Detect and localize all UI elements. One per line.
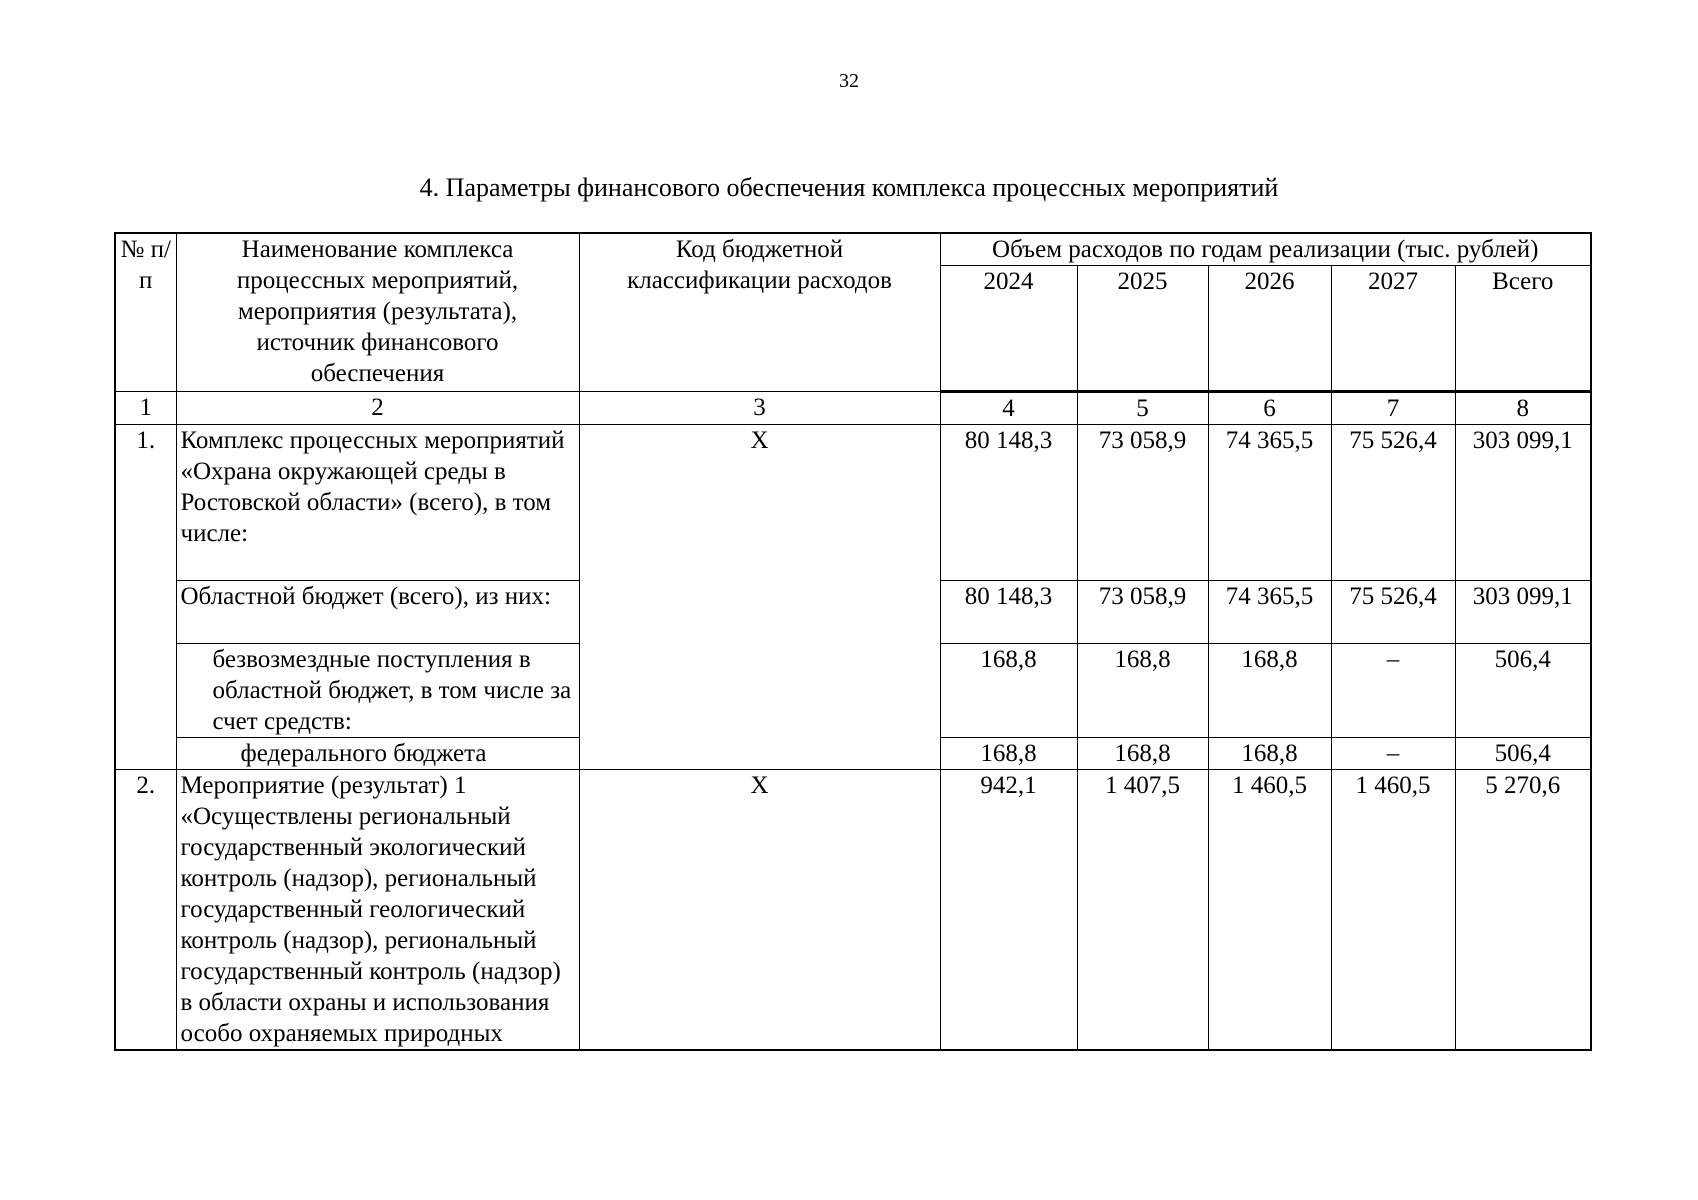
value-cell: 1 460,5 [1208, 770, 1331, 1051]
value-cell: 303 099,1 [1455, 425, 1591, 581]
value-cell: 5 270,6 [1455, 770, 1591, 1051]
column-number: 6 [1208, 392, 1331, 425]
value-cell: 73 058,9 [1077, 425, 1208, 581]
header-year: 2026 [1208, 266, 1331, 392]
table-row [115, 425, 1591, 581]
value-cell: 1 407,5 [1077, 770, 1208, 1051]
value-cell: 80 148,3 [940, 425, 1077, 581]
header-num: № п/п [115, 233, 176, 392]
value-cell: 168,8 [1077, 738, 1208, 770]
row-number: 2. [115, 770, 176, 1051]
row-name: Областной бюджет (всего), из них: [176, 581, 579, 644]
header-total: Всего [1455, 266, 1591, 392]
row-code: X [579, 770, 940, 1051]
header-volume: Объем расходов по годам реализации (тыс. рублей) [940, 233, 1591, 266]
row-name: Комплекс процессных мероприятий «Охрана окружающей среды в Ростовской области» (всего), в том числе: [176, 425, 579, 581]
column-number: 8 [1455, 392, 1591, 425]
row-name: федерального бюджета [176, 738, 579, 770]
header-code: Код бюджетной классификации расходов [579, 233, 940, 392]
column-number: 1 [115, 392, 176, 425]
value-cell: 303 099,1 [1455, 581, 1591, 644]
value-cell: 80 148,3 [940, 581, 1077, 644]
value-cell: – [1331, 738, 1455, 770]
page-number: 32 [839, 70, 859, 92]
financing-table [114, 232, 1592, 1051]
value-cell: 506,4 [1455, 738, 1591, 770]
row-name: безвозмездные поступления в областной бюджет, в том числе за счет средств: [176, 644, 579, 738]
column-number: 5 [1077, 392, 1208, 425]
value-cell: 74 365,5 [1208, 425, 1331, 581]
header-name: Наименование комплекса процессных мероприятий, мероприятия (результата), источник финансового обеспечения [176, 233, 579, 392]
header-row [115, 233, 1591, 266]
value-cell: 1 460,5 [1331, 770, 1455, 1051]
section-title: 4. Параметры финансового обеспечения комплекса процессных мероприятий [419, 173, 1279, 202]
value-cell: 506,4 [1455, 644, 1591, 738]
value-cell: 75 526,4 [1331, 425, 1455, 581]
value-cell: 168,8 [1077, 644, 1208, 738]
column-number-row [115, 392, 1591, 425]
column-number: 3 [579, 392, 940, 425]
header-year: 2025 [1077, 266, 1208, 392]
row-name: Мероприятие (результат) 1 «Осуществлены региональный государственный экологический контроль (надзор), региональный государственный геологический контроль (надзор), региональный государственный контроль (надзор) в области охраны и использования особо охраняемых природных [176, 770, 579, 1051]
value-cell: 75 526,4 [1331, 581, 1455, 644]
value-cell: 73 058,9 [1077, 581, 1208, 644]
header-year: 2024 [940, 266, 1077, 392]
value-cell: 168,8 [1208, 738, 1331, 770]
header-year: 2027 [1331, 266, 1455, 392]
column-number: 2 [176, 392, 579, 425]
row-number: 1. [115, 425, 176, 770]
value-cell: 74 365,5 [1208, 581, 1331, 644]
column-number: 7 [1331, 392, 1455, 425]
value-cell: 168,8 [940, 644, 1077, 738]
row-code: X [579, 425, 940, 770]
value-cell: 942,1 [940, 770, 1077, 1051]
column-number: 4 [940, 392, 1077, 425]
value-cell: 168,8 [1208, 644, 1331, 738]
value-cell: 168,8 [940, 738, 1077, 770]
table-row [115, 770, 1591, 1051]
value-cell: – [1331, 644, 1455, 738]
